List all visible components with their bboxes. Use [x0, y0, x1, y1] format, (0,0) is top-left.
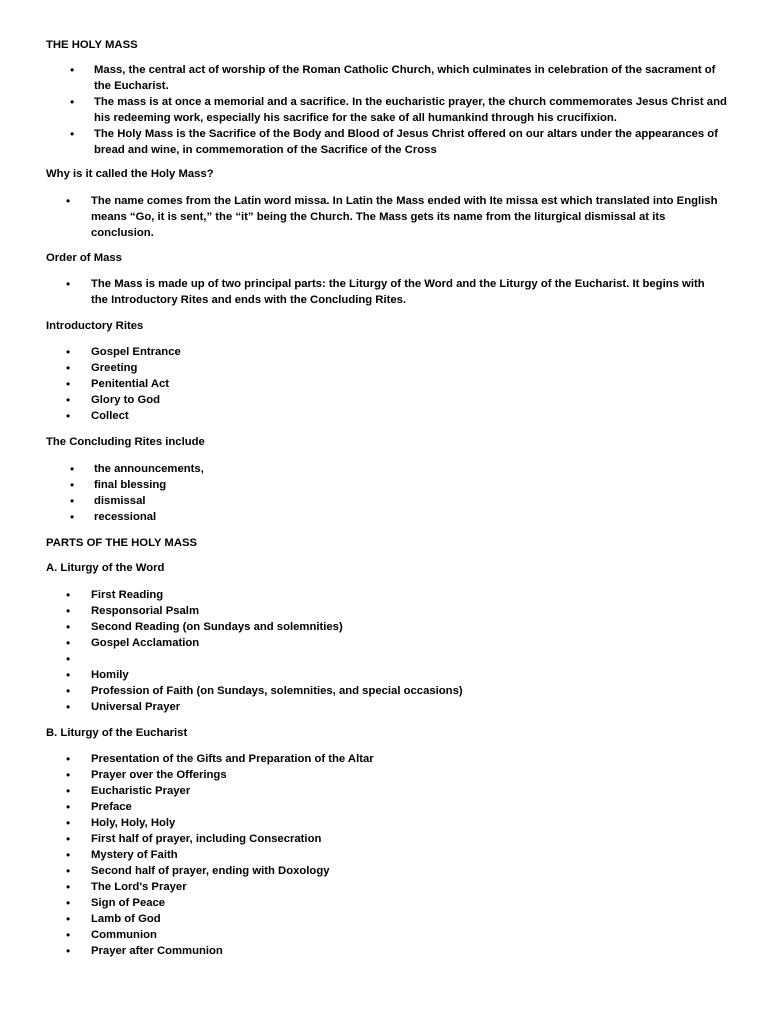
list-item [66, 783, 591, 799]
list-item-text: the announcements, [94, 463, 204, 475]
list-item-text: First half of prayer, including Consecration [91, 833, 322, 845]
parts-heading: PARTS OF THE HOLY MASS [46, 537, 198, 549]
list-item [66, 831, 591, 847]
bullet-icon: • [70, 462, 75, 476]
list-item-text: Mystery of Faith [91, 849, 178, 861]
bullet-icon: • [66, 652, 71, 666]
bullet-icon: • [66, 393, 71, 407]
list-item-text: The Lord's Prayer [91, 881, 187, 893]
bullet-icon: • [70, 127, 75, 141]
list-item [66, 276, 721, 308]
list-item-text: Universal Prayer [91, 701, 181, 713]
list-item [66, 344, 491, 360]
list-item [70, 493, 494, 509]
list-item [70, 477, 494, 493]
list-item-text: Gospel Entrance [91, 346, 181, 358]
list-item [66, 587, 591, 603]
bullet-icon: • [66, 277, 71, 291]
bullet-icon: • [70, 494, 75, 508]
list-item-text: Prayer over the Offerings [91, 769, 227, 781]
list-item-text: Greeting [91, 362, 138, 374]
bullet-icon: • [66, 700, 71, 714]
list-item [66, 376, 491, 392]
list-item [66, 683, 591, 699]
list-item [70, 509, 494, 525]
bullet-icon: • [66, 880, 71, 894]
bullet-icon: • [70, 63, 75, 77]
list-item [66, 751, 591, 767]
bullet-icon: • [66, 361, 71, 375]
list-item-text: Penitential Act [91, 378, 170, 390]
list-item [70, 62, 734, 94]
bullet-icon: • [66, 684, 71, 698]
list-item-text: The Holy Mass is the Sacrifice of the Body and Blood of Jesus Christ offered on our altars under the appearances of bread and wine, in commemoration of the Sacrifice of the Cross [94, 128, 718, 156]
list-item-text: Collect [91, 410, 129, 422]
bullet-icon: • [66, 668, 71, 682]
bullet-icon: • [66, 896, 71, 910]
list-item [70, 461, 494, 477]
list-item [66, 699, 591, 715]
list-item-text: Second Reading (on Sundays and solemnities) [91, 621, 343, 633]
liturgy-eucharist-list [66, 751, 591, 959]
list-item-text: recessional [94, 511, 157, 523]
liturgy-word-heading: A. Liturgy of the Word [46, 562, 165, 574]
list-item-text: Homily [91, 669, 129, 681]
list-item-text: Presentation of the Gifts and Preparation of the Altar [91, 753, 374, 765]
list-item [66, 815, 591, 831]
list-item-text: The name comes from the Latin word missa. In Latin the Mass ended with Ite missa est which translated into English means “Go, it is sent,” the “it” being the Church. The Mass gets its name from the liturgical dismissal at its conclusion. [91, 195, 718, 239]
list-item [66, 603, 591, 619]
list-item-text: The Mass is made up of two principal parts: the Liturgy of the Word and the Liturgy of the Eucharist. It begins with the Introductory Rites and ends with the Concluding Rites. [91, 278, 705, 306]
list-item-text: Profession of Faith (on Sundays, solemnities, and special occasions) [91, 685, 463, 697]
bullet-icon: • [66, 620, 71, 634]
bullet-icon: • [66, 752, 71, 766]
list-item [66, 799, 591, 815]
bullet-icon: • [66, 784, 71, 798]
list-item [66, 408, 491, 424]
introductory-rites-heading: Introductory Rites [46, 320, 144, 332]
list-item-text: Lamb of God [91, 913, 161, 925]
bullet-icon: • [66, 377, 71, 391]
list-item [66, 847, 591, 863]
list-item [66, 943, 591, 959]
list-item-text: Holy, Holy, Holy [91, 817, 176, 829]
bullet-icon: • [66, 194, 71, 208]
bullet-icon: • [66, 800, 71, 814]
list-item-text: First Reading [91, 589, 164, 601]
bullet-icon: • [66, 912, 71, 926]
list-item-text: Responsorial Psalm [91, 605, 199, 617]
list-item [66, 767, 591, 783]
bullet-icon: • [66, 636, 71, 650]
list-item-text: Preface [91, 801, 132, 813]
bullet-icon: • [66, 604, 71, 618]
list-item [66, 193, 721, 241]
bullet-icon: • [66, 345, 71, 359]
intro-bullet-list [70, 62, 734, 158]
list-item [66, 651, 591, 667]
list-item [70, 126, 734, 158]
order-heading: Order of Mass [46, 252, 122, 264]
introductory-rites-list [66, 344, 491, 424]
list-item-text: Second half of prayer, ending with Doxology [91, 865, 330, 877]
list-item-text: Glory to God [91, 394, 161, 406]
list-item-text: Mass, the central act of worship of the Roman Catholic Church, which culminates in celebration of the sacrament of the Eucharist. [94, 64, 716, 92]
list-item [66, 863, 591, 879]
list-item [66, 667, 591, 683]
bullet-icon: • [66, 832, 71, 846]
list-item-text: Prayer after Communion [91, 945, 223, 957]
list-item-text: Eucharistic Prayer [91, 785, 191, 797]
list-item [66, 927, 591, 943]
concluding-rites-list [70, 461, 494, 525]
liturgy-eucharist-heading: B. Liturgy of the Eucharist [46, 727, 188, 739]
concluding-rites-heading: The Concluding Rites include [46, 436, 205, 448]
list-item [66, 360, 491, 376]
bullet-icon: • [66, 944, 71, 958]
bullet-icon: • [66, 816, 71, 830]
list-item-text: The mass is at once a memorial and a sacrifice. In the eucharistic prayer, the church commemorates Jesus Christ and his redeeming work, especially his sacrifice for the sake of all humankind through his crucifixion. [94, 96, 727, 124]
list-item [70, 94, 734, 126]
document-title: THE HOLY MASS [46, 39, 138, 51]
bullet-icon: • [70, 95, 75, 109]
list-item-text: dismissal [94, 495, 146, 507]
bullet-icon: • [66, 409, 71, 423]
bullet-icon: • [66, 848, 71, 862]
list-item [66, 635, 591, 651]
list-item [66, 619, 591, 635]
list-item [66, 879, 591, 895]
bullet-icon: • [66, 928, 71, 942]
list-item-text: Sign of Peace [91, 897, 166, 909]
why-bullet-list [66, 193, 721, 241]
bullet-icon: • [70, 478, 75, 492]
bullet-icon: • [66, 768, 71, 782]
list-item [66, 895, 591, 911]
why-heading: Why is it called the Holy Mass? [46, 168, 214, 180]
liturgy-word-list [66, 587, 591, 715]
list-item [66, 392, 491, 408]
list-item [66, 911, 591, 927]
list-item-text: Gospel Acclamation [91, 637, 200, 649]
bullet-icon: • [66, 864, 71, 878]
list-item-text: final blessing [94, 479, 167, 491]
order-bullet-list [66, 276, 721, 308]
list-item-text: Communion [91, 929, 157, 941]
list-item-text [91, 651, 591, 667]
bullet-icon: • [66, 588, 71, 602]
bullet-icon: • [70, 510, 75, 524]
